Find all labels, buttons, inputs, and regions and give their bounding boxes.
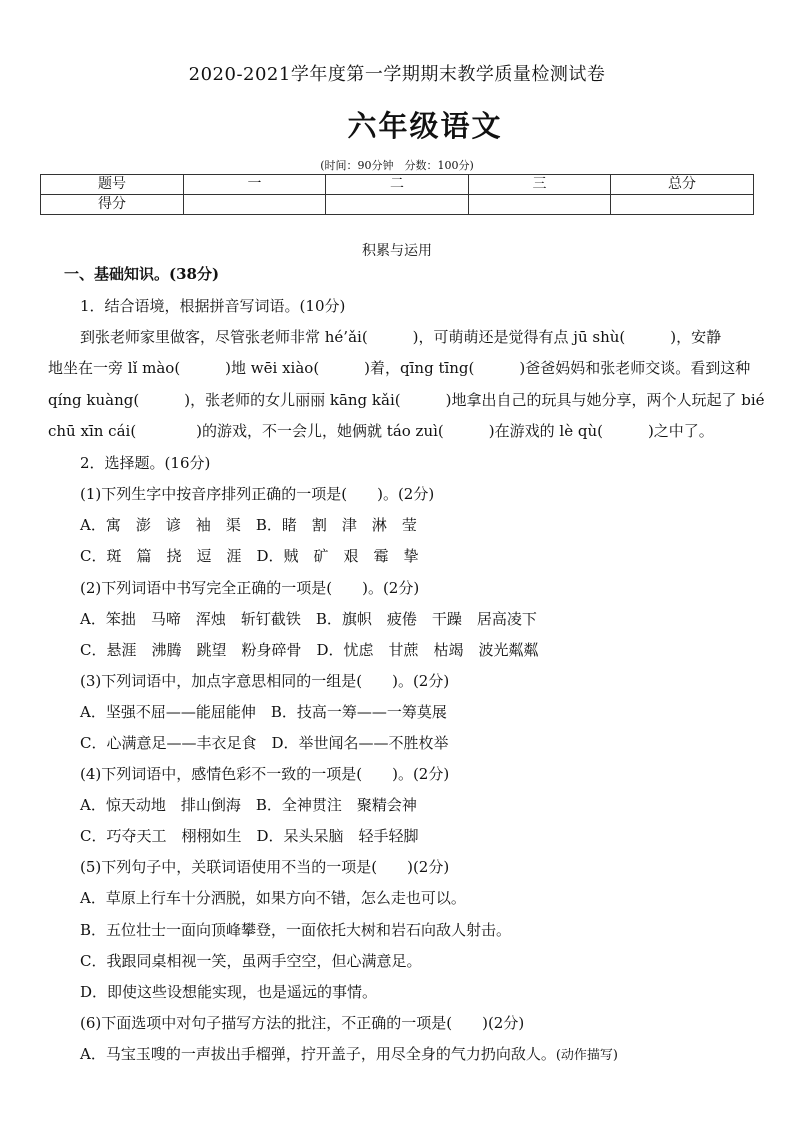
score-cell[interactable] — [184, 195, 326, 215]
q2-line: C．斑 篇 挠 逗 涯 D．贼 矿 艰 霉 挚 — [80, 547, 419, 565]
score-table-header: 三 — [469, 175, 611, 195]
q1-passage-line: chū xīn cái( )的游戏，不一会儿，她俩就 táo zuì( )在游戏的 lè qù( )之中了。 — [48, 422, 714, 440]
score-table — [40, 174, 754, 215]
q2-line: C．我跟同桌相视一笑，虽两手空空，但心满意足。 — [80, 952, 422, 970]
score-table-header: 二 — [326, 175, 469, 195]
q1-passage-line: 到张老师家里做客，尽管张老师非常 hé’ǎi( )，可萌萌还是觉得有点 jū shù( )，安静 — [80, 328, 722, 346]
q2-line: A．坚强不屈——能屈能伸 B．技高一筹——一筹莫展 — [80, 703, 447, 721]
q2-line: A．草原上行车十分洒脱，如果方向不错，怎么走也可以。 — [80, 889, 466, 907]
q2-line: C．悬涯 沸腾 跳望 粉身碎骨 D．忧虑 甘蔗 枯竭 波光粼粼 — [80, 641, 539, 659]
section-title: 积累与运用 — [362, 243, 432, 259]
q2-line: D．即使这些设想能实现，也是遥远的事情。 — [80, 983, 378, 1001]
q2-line: A．惊天动地 排山倒海 B．全神贯注 聚精会神 — [80, 796, 417, 814]
score-cell[interactable] — [326, 195, 469, 215]
score-row-label: 得分 — [41, 195, 184, 215]
part1-title: 一、基础知识。(38分) — [64, 265, 220, 283]
score-cell[interactable] — [611, 195, 754, 215]
q1-passage-line: 地坐在一旁 lǐ mào( )地 wēi xiào( )着，qīng tīng( )爸爸妈妈和张老师交谈。看到这种 — [48, 359, 751, 377]
q2-last-line — [80, 1044, 618, 1066]
q2-line: C．巧夺天工 栩栩如生 D．呆头呆脑 轻手轻脚 — [80, 827, 419, 845]
q2-line: A．笨拙 马啼 浑烛 斩钉截铁 B．旗帜 疲倦 干躁 居高凌下 — [80, 610, 537, 628]
subject-title: 六年级语文 — [347, 109, 503, 143]
q2-line: C．心满意足——丰衣足食 D．举世闻名——不胜枚举 — [80, 734, 449, 752]
q2-line: (2)下列词语中书写完全正确的一项是( )。(2分) — [80, 579, 420, 597]
score-table-header: 一 — [184, 175, 326, 195]
q2-line: (6)下面选项中对句子描写方法的批注，不正确的一项是( )(2分) — [80, 1014, 525, 1032]
q2-line: (3)下列词语中，加点字意思相同的一组是( )。(2分) — [80, 672, 450, 690]
q2-line: (5)下列句子中，关联词语使用不当的一项是( )(2分) — [80, 858, 450, 876]
q1-title: 1．结合语境，根据拼音写词语。(10分) — [80, 297, 346, 315]
score-cell[interactable] — [469, 195, 611, 215]
time-note: (时间：90分钟 分数：100分) — [320, 159, 474, 172]
score-table-header: 总分 — [611, 175, 754, 195]
score-table-header: 题号 — [41, 175, 184, 195]
exam-title: 2020-2021学年度第一学期期末教学质量检测试卷 — [188, 64, 606, 85]
q2-line: (1)下列生字中按音序排列正确的一项是( )。(2分) — [80, 485, 435, 503]
q2-line: B．五位壮士一面向顶峰攀登，一面依托大树和岩石向敌人射击。 — [80, 921, 512, 939]
q2-option-text: A．马宝玉嗖的一声拔出手榴弹，拧开盖子，用尽全身的气力扔向敌人。 — [80, 1045, 556, 1063]
q2-line: A．寓 澎 谚 袖 渠 B．睹 割 津 淋 莹 — [80, 516, 417, 534]
score-table-header-row — [41, 175, 754, 195]
score-table-score-row — [41, 195, 754, 215]
q1-passage-line: qíng kuàng( )，张老师的女儿丽丽 kāng kǎi( )地拿出自己的玩具与她分享，两个人玩起了 bié — [48, 391, 765, 409]
q2-title: 2．选择题。(16分) — [80, 454, 211, 472]
q2-line: (4)下列词语中，感情色彩不一致的一项是( )。(2分) — [80, 765, 450, 783]
annotation-note: (动作描写) — [555, 1048, 618, 1063]
